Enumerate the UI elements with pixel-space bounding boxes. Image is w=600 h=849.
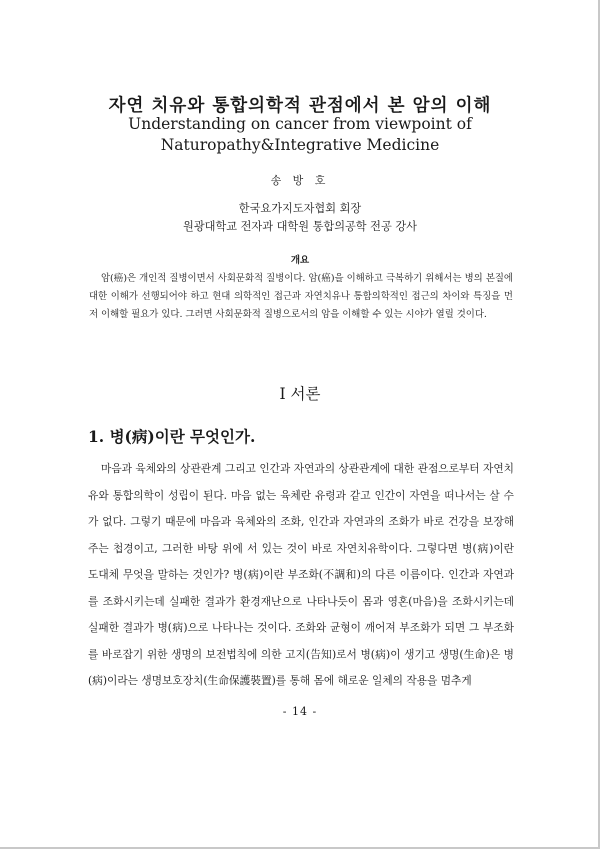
abstract-text: 암(癌)은 개인적 질병이면서 사회문화적 질병이다. 암(癌)을 이해하고 극복하기 위해서는 병의 본질에 대한 이해가 선행되어야 하고 현대 의학적인 접근과 자연치유나 통합의학적인 접근의 차이와 특징을 먼저 이해할 필요가 있다. 그러면 사회문화적 질병으로서의 암을 이해할 수 있는 시야가 열릴 것이다. — [89, 273, 513, 320]
affiliation-line2: 원광대학교 전자과 대학원 통합의공학 전공 강사 — [183, 220, 417, 233]
paper-title-english-line2: Naturopathy&Integrative Medicine — [160, 136, 440, 154]
paper-title-korean: 자연 치유와 통합의학적 관점에서 본 암의 이해 — [108, 96, 492, 116]
body-paragraph: 마음과 육체와의 상관관계 그리고 인간과 자연과의 상관관계에 대한 관점으로부터 자연치유와 통합의학이 성립이 된다. 마음 없는 육체란 유령과 같고 인간이 자연을 떠나서는 살 수가 없다. 그렇기 때문에 마음과 육체와의 조화, 인간과 자연과의 조화가 바로 건강을 보장해 주는 첩경이고, 그러한 바탕 위에 서 있는 것이 바로 자연치유학이다. 그렇다면 병(病)이란 도대체 무엇을 말하는 것인가? 병(病)이란 부조화(不調和)의 다른 이름이다. 인간과 자연과를 조화시키는데 실패한 결과가 환경재난으로 나타나듯이 몸과 영혼(마음)을 조화시키는데 실패한 결과가 병(病)으로 나타나는 것이다. 조화와 균형이 깨어져 부조화가 되면 그 부조화를 바로잡기 위한 생명의 보전법칙에 의한 고지(告知)로서 병(病)이 생기고 생명(生命)은 병(病)이라는 생명보호장치(生命保護裝置)를 통해 몸에 해로운 일체의 작용을 멈추게 — [88, 462, 514, 687]
section-heading: I 서론 — [279, 385, 321, 403]
affiliation-line1: 한국요가지도자협회 회장 — [238, 202, 362, 215]
subsection-heading: 1. 병(病)이란 무엇인가. — [88, 427, 256, 446]
abstract-heading: 개요 — [290, 255, 310, 266]
abstract — [89, 270, 513, 324]
author-name: 송 방 호 — [270, 174, 330, 187]
paper-title-english — [0, 114, 600, 156]
body-text — [88, 456, 514, 695]
author-affiliation — [0, 200, 600, 236]
page-number: - 14 - — [282, 705, 318, 718]
paper-title-english-line1: Understanding on cancer from viewpoint of — [128, 115, 472, 133]
